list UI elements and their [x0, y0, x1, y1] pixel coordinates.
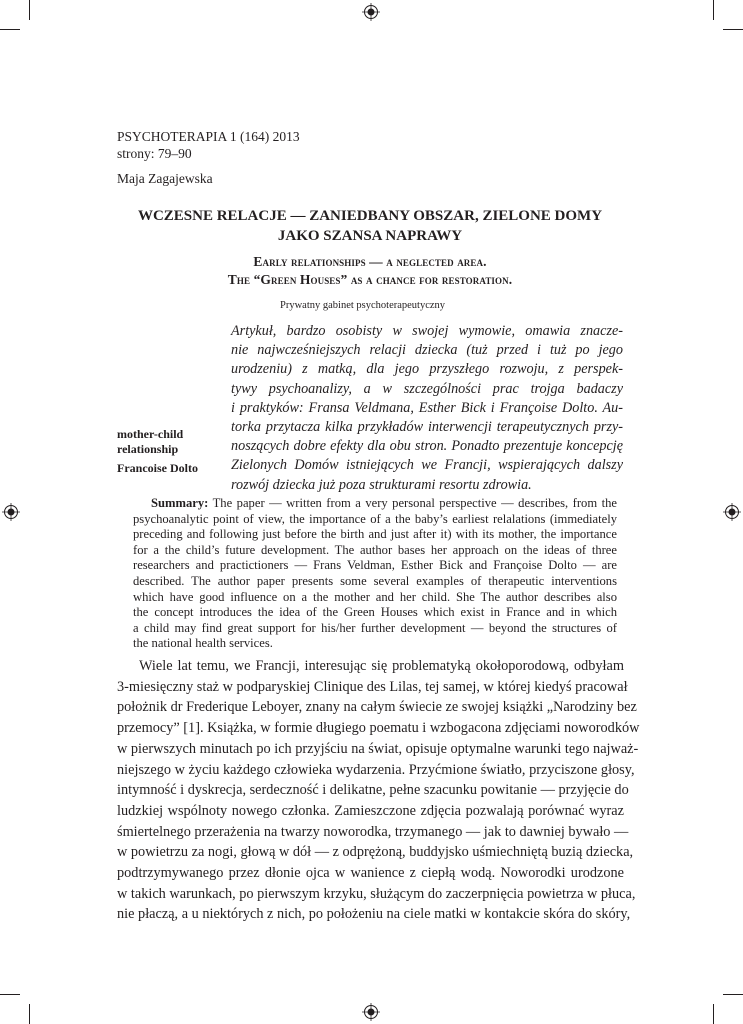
- summary-line: a child may find great support for his/her further development — beyond the structures of: [133, 620, 617, 635]
- english-title: [100, 253, 640, 289]
- crop-mark: [0, 994, 20, 995]
- affiliation: Prywatny gabinet psychoterapeutyczny: [280, 300, 446, 311]
- summary-text: The paper — written from a very personal perspective — describes, from the: [208, 496, 617, 510]
- summary-line: researchers and practictioners — Frans Veldman, Esther Bick and Françoise Dolto — are: [133, 558, 617, 573]
- summary-line: the concept introduces the idea of the Green Houses which exist in France and in which: [133, 605, 617, 620]
- title-line: WCZESNE RELACJE — ZANIEDBANY OBSZAR, ZIELONE DOMY: [137, 208, 603, 224]
- body-line: podtrzymywanego przez dłonie ojca w wanience z ciepłą wodą. Noworodki urodzone: [117, 865, 624, 882]
- body-line: niejszego w życiu każdego człowieka wydarzenia. Przyćmione światło, przyciszone głosy,: [117, 761, 635, 778]
- summary-line: for a the child’s future development. The author bases her approach on the ideas of three: [133, 542, 617, 557]
- summary-label: Summary:: [151, 496, 209, 510]
- summary-line: [133, 496, 617, 512]
- abstract-line: torka przytacza kilka przykładów interwencji terapeutycznych przy-: [231, 419, 623, 436]
- subtitle-line: The “Green Houses” as a chance for restoration.: [227, 272, 513, 287]
- body-line: Wiele lat temu, we Francji, interesując się problematyką okołoporodową, odbyłam: [139, 658, 624, 674]
- crop-mark: [29, 0, 30, 20]
- registration-mark-icon: [2, 503, 20, 521]
- abstract-line: urodzeniu) z matką, dla jego przyszłego rozwoju, z perspek-: [231, 361, 623, 378]
- author-name: Maja Zagajewska: [117, 171, 213, 186]
- abstract-line: tywy psychoanalizy, a w szczególności prac trojga badaczy: [231, 380, 623, 397]
- keyword: Francoise Dolto: [117, 461, 198, 475]
- keyword: mother-child: [117, 427, 184, 441]
- summary-line: psychoanalytic point of view, the importance of a the baby’s earliest relalations (immediately: [133, 511, 617, 526]
- body-line: nie płaczą, a u niektórych z nich, po położeniu na ciele matki w kontakcie skóra do skóry,: [117, 906, 631, 923]
- abstract-line: noszących dobre efekty dla obu stron. Ponadto prezentuje koncepcję: [231, 438, 623, 455]
- summary-line: preceding and following just before the birth and just after it) with its mother, the importance: [133, 527, 617, 542]
- subtitle-line: Early relationships — a neglected area.: [253, 254, 487, 269]
- crop-mark: [713, 1004, 714, 1024]
- title-line: JAKO SZANSA NAPRAWY: [277, 228, 463, 244]
- keyword: relationship: [117, 442, 179, 456]
- crop-mark: [29, 1004, 30, 1024]
- abstract: [231, 322, 623, 495]
- registration-mark-icon: [723, 503, 741, 521]
- body-line: położnik dr Frederique Leboyer, znany na całym świecie ze swojej książki „Narodziny bez: [117, 699, 637, 716]
- abstract-line: rozwój dziecka już poza strukturami resortu zdrowia.: [231, 476, 532, 493]
- body-line: intymność i dyskrecja, serdeczność i delikatne, pełne szacunku powitanie — przyjęcie do: [117, 782, 629, 799]
- crop-mark: [723, 29, 743, 30]
- summary: [133, 496, 617, 652]
- body-line: w pierwszych minutach po ich przyjściu na świat, opisuje optymalne warunki tego najważ-: [117, 740, 639, 757]
- abstract-line: i praktyków: Fransa Veldmana, Esther Bick i Françoise Dolto. Au-: [231, 399, 623, 416]
- body-line: ludzkiej wspólnoty nowego członka. Zamieszczone zdjęcia pozwalają porównać wyraz: [117, 802, 624, 819]
- body-line: śmiertelnego przerażenia na twarzy noworodka, trzymanego — jak to dawniej bywało —: [117, 823, 629, 840]
- body-line: przemocy” [1]. Książka, w formie długiego poematu i wzbogacona zdjęciami noworodków: [117, 720, 640, 737]
- body-paragraph: [117, 656, 640, 925]
- crop-mark: [723, 994, 743, 995]
- summary-line: which have good influence on a the mother and her child. She The author describes also: [133, 589, 617, 604]
- body-line: 3-miesięczny staż w podparyskiej Clinique des Lilas, tej samej, w której kiedyś pracował: [117, 678, 628, 695]
- crop-mark: [713, 0, 714, 20]
- body-line: w takich warunkach, po pierwszym krzyku, służącym do zaczerpnięcia powietrza w płuca,: [117, 885, 636, 902]
- crop-mark: [0, 29, 20, 30]
- registration-mark-icon: [362, 3, 380, 21]
- registration-mark-icon: [362, 1003, 380, 1021]
- article-title: [100, 206, 640, 246]
- abstract-line: Zielonych Domów istniejących we Francji, wspierających dalszy: [231, 457, 623, 474]
- journal-citation: PSYCHOTERAPIA 1 (164) 2013: [117, 129, 300, 144]
- abstract-line: Artykuł, bardzo osobisty w swojej wymowie, omawia znacze-: [231, 323, 623, 339]
- summary-line: described. The author paper presents some several examples of therapeutic interventions: [133, 573, 617, 588]
- summary-line: the national health services.: [133, 636, 273, 651]
- body-line: w powietrzu za nogi, głową w dół — z odprężoną, buddyjsko uśmiechniętą buzią dziecka,: [117, 844, 634, 861]
- page-range: strony: 79–90: [117, 146, 192, 161]
- abstract-line: nie najwcześniejszych relacji dziecka (tuż przed i tuż po jego: [231, 342, 623, 359]
